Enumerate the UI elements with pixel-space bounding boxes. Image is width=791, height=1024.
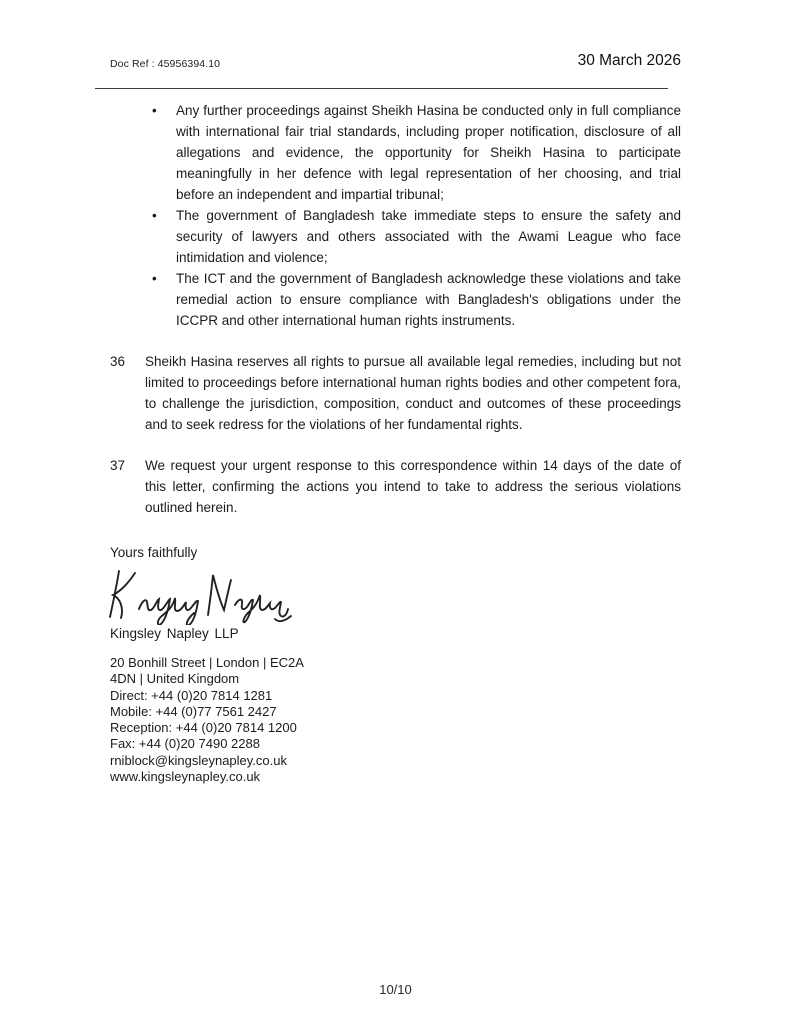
page-header bbox=[110, 52, 681, 70]
paragraph-text: Sheikh Hasina reserves all rights to pursue all available legal remedies, including but not limited to proceedings before international human rights bodies and other competent fora, to challenge the jurisdiction, composition, conduct and outcomes of these proceedings and to seek redress for the violations of her fundamental rights. bbox=[145, 354, 681, 432]
bullet-item-text: Any further proceedings against Sheikh Hasina be conducted only in full compliance with international fair trial standards, including proper notification, disclosure of all allegations and evidence, the opportunity for Sheikh Hasina to participate meaningfully in her defence with legal representation of her choosing, and trial before an independent and impartial tribunal; bbox=[176, 103, 681, 202]
bullet-item-text: The government of Bangladesh take immediate steps to ensure the safety and security of lawyers and others associated with the Awami League who face intimidation and violence; bbox=[176, 208, 681, 265]
bullet-item bbox=[110, 268, 681, 331]
fax-number: Fax: +44 (0)20 7490 2288 bbox=[110, 736, 260, 752]
signature-image bbox=[105, 565, 293, 625]
paragraph-text: We request your urgent response to this correspondence within 14 days of the date of this letter, confirming the actions you intend to take to address the serious violations outlined herein. bbox=[145, 458, 681, 515]
firm-name: Kingsley Napley LLP bbox=[110, 626, 239, 641]
bullet-icon: • bbox=[152, 271, 157, 286]
bullet-item bbox=[110, 205, 681, 268]
address-line-1: 20 Bonhill Street | London | EC2A bbox=[110, 655, 304, 670]
website-url: www.kingsleynapley.co.uk bbox=[110, 769, 261, 785]
paragraph-number: 37 bbox=[110, 458, 126, 473]
doc-ref: Doc Ref : 45956394.10 bbox=[110, 58, 221, 70]
email-address: rniblock@kingsleynapley.co.uk bbox=[110, 752, 287, 768]
bullet-item-text: The ICT and the government of Bangladesh acknowledge these violations and take remedial action to ensure compliance with Bangladesh's obligations under the ICCPR and other international human rights instruments. bbox=[176, 271, 681, 328]
phone-direct: Direct: +44 (0)20 7814 1281 bbox=[110, 687, 273, 703]
bullet-item bbox=[110, 100, 681, 205]
bullet-list bbox=[110, 100, 681, 331]
phone-reception: Reception: +44 (0)20 7814 1200 bbox=[110, 720, 297, 736]
paragraph-number: 36 bbox=[110, 354, 126, 369]
valediction: Yours faithfully bbox=[110, 545, 198, 560]
phone-mobile: Mobile: +44 (0)77 7561 2427 bbox=[110, 703, 277, 719]
letter-date: 30 March 2026 bbox=[577, 52, 681, 69]
paragraph-36 bbox=[110, 351, 681, 435]
header-divider bbox=[95, 88, 668, 89]
address-line-2: 4DN | United Kingdom bbox=[110, 671, 240, 687]
page-number: 10/10 bbox=[379, 982, 412, 997]
bullet-icon: • bbox=[152, 103, 157, 118]
paragraph-37 bbox=[110, 455, 681, 518]
bullet-icon: • bbox=[152, 208, 157, 223]
contact-block bbox=[110, 655, 681, 785]
